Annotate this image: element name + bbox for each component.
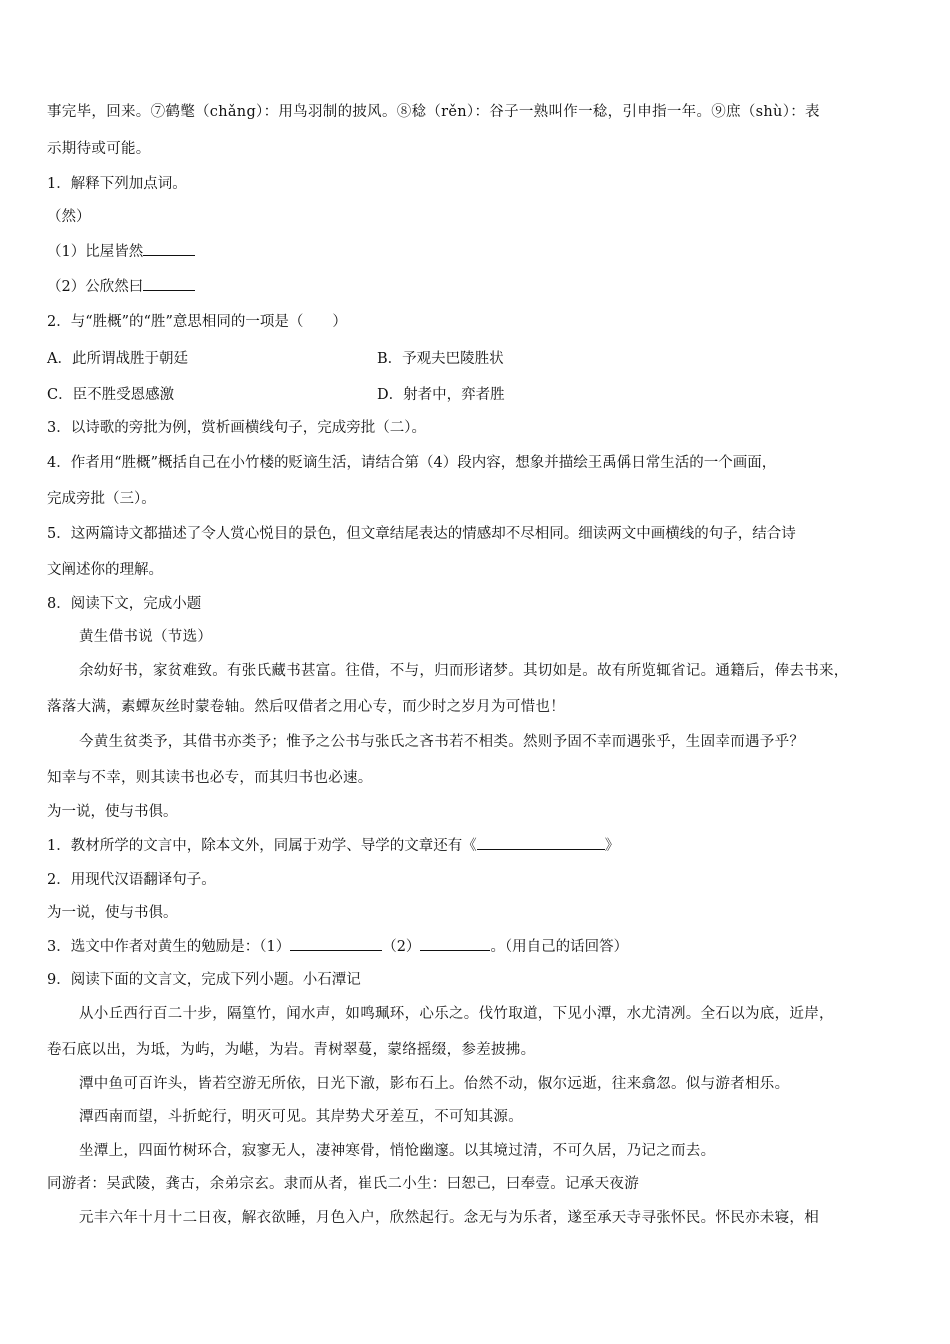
- passage-line: 坐潭上，四面竹树环合，寂寥无人，凄神寒骨，悄怆幽邃。以其境过清，不可久居，乃记之而去。: [79, 1143, 716, 1159]
- passage-line: 潭西南而望，斗折蛇行，明灭可见。其岸势犬牙差互，不可知其源。: [79, 1109, 523, 1125]
- passage-line: 余幼好书，家贫难致。有张氏藏书甚富。往借，不与，归而形诸梦。其切如是。故有所览辄省记。通籍后，俸去书来，: [79, 663, 849, 679]
- passage-line: 知幸与不幸，则其读书也必专，而其归书也必速。: [47, 770, 373, 786]
- question-9-heading: 9．阅读下面的文言文，完成下列小题。小石潭记: [47, 972, 361, 988]
- footnote-line-2: 示期待或可能。: [47, 141, 151, 157]
- question-8-2: 2．用现代汉语翻译句子。: [47, 872, 216, 888]
- answer-blank[interactable]: [477, 835, 605, 850]
- passage-line: 今黄生贫类予，其借书亦类予；惟予之公书与张氏之吝书若不相类。然则予固不幸而遇张乎，生固幸而遇予乎？: [79, 734, 805, 750]
- question-note: 。（用自己的话回答）: [490, 939, 629, 955]
- answer-blank[interactable]: [420, 936, 490, 951]
- question-5-line-2: 文阐述你的理解。: [47, 562, 163, 578]
- question-1-item-1: [47, 241, 195, 262]
- option-d[interactable]: D．射者中，弈者胜: [377, 387, 505, 403]
- question-4-line-1: 4．作者用“胜概”概括自己在小竹楼的贬谪生活，请结合第（4）段内容，想象并描绘王禹偁日常生活的一个画面，: [47, 455, 777, 471]
- passage-line: 元丰六年十月十二日夜，解衣欲睡，月色入户，欣然起行。念无与为乐者，遂至承天寺寻张怀民。怀民亦未寝，相: [79, 1210, 819, 1226]
- passage-line: 潭中鱼可百许头，皆若空游无所依，日光下澈，影布石上。佁然不动，俶尔远逝，往来翕忽。似与游者相乐。: [79, 1076, 790, 1092]
- passage-line: 从小丘西行百二十步，隔篁竹，闻水声，如鸣珮环，心乐之。伐竹取道，下见小潭，水尤清冽。全石以为底，近岸，: [79, 1006, 834, 1022]
- answer-blank[interactable]: [143, 241, 195, 256]
- item-text: （2）公欣然曰: [47, 279, 144, 295]
- question-3: 3．以诗歌的旁批为例，赏析画横线句子，完成旁批（二）。: [47, 420, 426, 436]
- answer-blank[interactable]: [143, 276, 195, 291]
- question-8-heading: 8．阅读下文，完成小题: [47, 596, 202, 612]
- blank-label: （2）: [382, 939, 421, 955]
- question-1-term: （然）: [47, 209, 91, 225]
- question-text: 1．教材所学的文言中，除本文外，同属于劝学、导学的文章还有《: [47, 838, 477, 854]
- question-8-3: [47, 936, 628, 957]
- question-1: 1．解释下列加点词。: [47, 176, 187, 192]
- closing-bracket: 》: [604, 838, 620, 854]
- option-b[interactable]: B．予观夫巴陵胜状: [377, 351, 504, 367]
- question-8-1: [47, 835, 619, 856]
- question-2: 2．与“胜概”的“胜”意思相同的一项是（ ）: [47, 314, 347, 330]
- passage-title: 黄生借书说（节选）: [79, 629, 213, 645]
- item-text: （1）比屋皆然: [47, 244, 144, 260]
- question-4-line-2: 完成旁批（三）。: [47, 491, 156, 507]
- footnote-line-1: 事完毕，回来。⑦鹤氅（chǎng）：用鸟羽制的披风。⑧稔（rěn）：谷子一熟叫作一稔，引申指一年。⑨庶（shù）：表: [47, 104, 820, 120]
- passage-line: 卷石底以出，为坻，为屿，为嵁，为岩。青树翠蔓，蒙络摇缀，参差披拂。: [47, 1042, 536, 1058]
- question-text: 3．选文中作者对黄生的勉励是：（1）: [47, 939, 291, 955]
- passage-line: 落落大满，素蟫灰丝时蒙卷轴。然后叹借者之用心专，而少时之岁月为可惜也！: [47, 699, 565, 715]
- question-1-item-2: [47, 276, 195, 297]
- translate-sentence: 为一说，使与书俱。: [47, 905, 178, 921]
- answer-blank[interactable]: [290, 936, 382, 951]
- passage-line: 同游者：吴武陵，龚古，余弟宗玄。隶而从者，崔氏二小生：曰恕己，曰奉壹。记承天夜游: [47, 1176, 639, 1192]
- quoted-sentence: 为一说，使与书俱。: [47, 804, 178, 820]
- question-5-line-1: 5．这两篇诗文都描述了令人赏心悦目的景色，但文章结尾表达的情感却不尽相同。细读两文中画横线的句子，结合诗: [47, 526, 796, 542]
- option-a[interactable]: A．此所谓战胜于朝廷: [47, 351, 188, 367]
- option-c[interactable]: C．臣不胜受恩感激: [47, 387, 175, 403]
